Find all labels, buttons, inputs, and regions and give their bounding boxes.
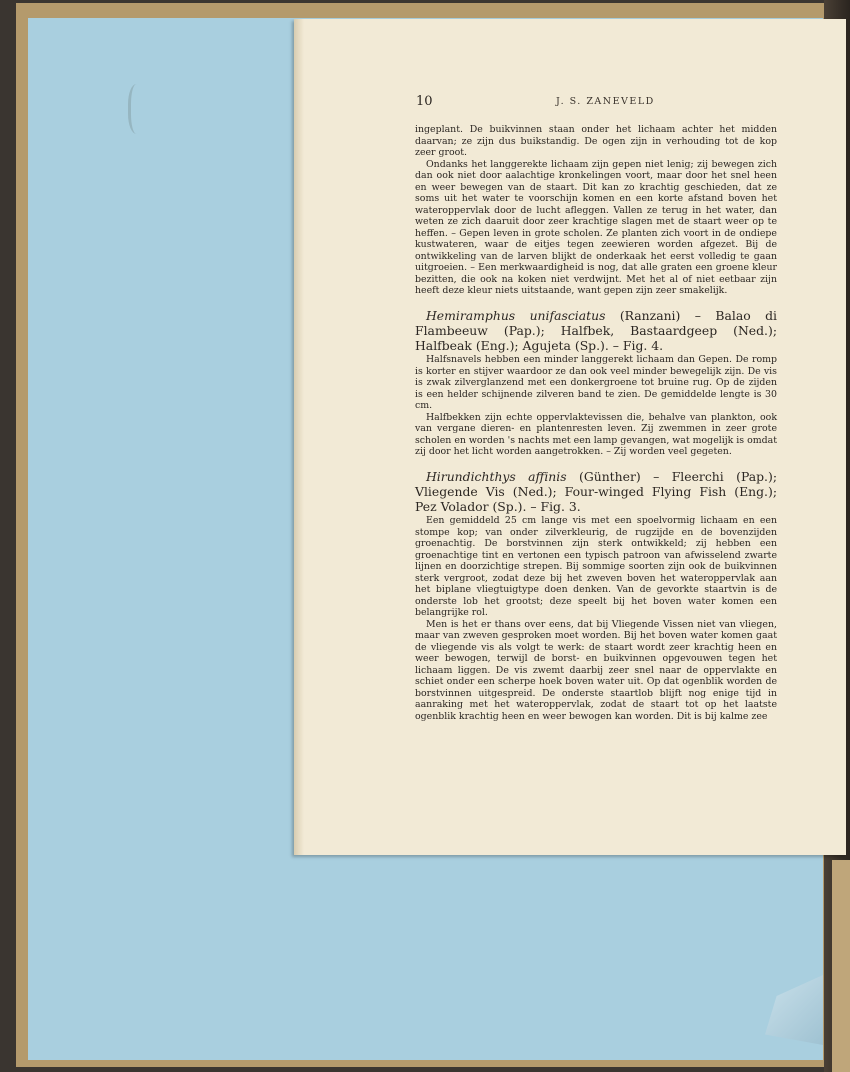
page-header xyxy=(416,94,774,114)
paragraph: ingeplant. De buikvinnen staan onder het lichaam achter het midden daarvan; ze zijn dus buikstandig. De ogen zijn in verhouding tot de kop zeer groot. xyxy=(415,124,777,158)
species-name: Hirundichthys affinis xyxy=(426,468,567,484)
species-heading xyxy=(415,469,777,515)
paragraph: Ondanks het langgerekte lichaam zijn gepen niet lenig; zij bewegen zich dan ook niet door aalachtige kronkelingen voort, maar door het snel heen en weer bewegen van de staart. Dit kan zo krachtig geschieden, dat ze soms uit het water te voorschijn komen en een korte afstand boven het wateroppervlak door de lucht afleggen. Vallen ze terug in het water, dan weten ze zich daaruit door zeer krachtige slagen met de staart weer op te heffen. – Gepen leven in grote scholen. Ze planten zich voort in de ondiepe kustwateren, waar de eitjes tegen zeewieren worden afgezet. Bij de ontwikkeling van de larven blijkt de onderkaak het eerst volledig te gaan uitgroeien. – Een merkwaardigheid is nog, dat alle graten een groene kleur bezitten, die ook na koken niet verdwijnt. Met het al of niet eetbaar zijn heeft deze kleur niets uitstaande, want gepen zijn zeer smakelijk. xyxy=(415,158,777,296)
article-body xyxy=(415,124,777,722)
next-page-edge xyxy=(832,860,850,1072)
species-common-names: (Günther) – Fleerchi (Pap.); Vliegende Vis (Ned.); Four-winged Flying Fish (Eng.); Pez Volador (Sp.). – Fig. 3. xyxy=(415,468,777,515)
page-number: 10 xyxy=(416,94,433,109)
species-heading xyxy=(415,308,777,354)
paragraph: Halfbekken zijn echte oppervlaktevissen die, behalve van plankton, ook van vergane dieren- en plantenresten leven. Zij zwemmen in zeer grote scholen en worden 's nachts met een lamp gevangen, wat mogelijk is omdat zij door het licht worden aangetrokken. – Zij worden veel gegeten. xyxy=(415,411,777,458)
running-head: J. S. ZANEVELD xyxy=(556,96,655,107)
paragraph: Men is het er thans over eens, dat bij Vliegende Vissen niet van vliegen, maar van zweven gesproken moet worden. Bij het boven water komen gaat de vliegende vis als volgt te werk: de staart wordt zeer krachtig heen en weer bewogen, terwijl de borst- en buikvinnen opgevouwen tegen het lichaam liggen. De vis zwemt daarbij zeer snel naar de oppervlakte en schiet onder een scherpe hoek boven water uit. Op dat ogenblik worden de borstvinnen uitgespreid. De onderste staartlob blijft nog enige tijd in aanraking met het wateroppervlak, zodat de staart tot op het laatste ogenblik krachtig heen en weer bewogen kan worden. Dit is bij kalme zee xyxy=(415,618,777,722)
species-common-names: (Ranzani) – Balao di Flambeeuw (Pap.); Halfbek, Bastaardgeep (Ned.); Halfbeak (Eng.); Agujeta (Sp.). – Fig. 4. xyxy=(415,307,777,353)
paragraph: Een gemiddeld 25 cm lange vis met een spoelvormig lichaam en een stompe kop; van onder zilverkleurig, de rugzijde en de bovenzijden groenachtig. De borstvinnen zijn sterk ontwikkeld; zij hebben een groenachtige tint en vertonen een typisch patroon van afwisselend zwarte lijnen en doorzichtige strepen. Bij sommige soorten zijn ook de buikvinnen sterk vergroot, zodat deze bij het zweven boven het wateroppervlak aan het biplane vliegtuigtype doen denken. Van de gevorkte staartvin is de onderste lob het grootst; deze speelt bij het boven water komen een belangrijke rol. xyxy=(415,515,777,619)
paragraph: Halfsnavels hebben een minder langgerekt lichaam dan Gepen. De romp is korter en stijver waardoor ze dan ook veel minder bewegelijk zijn. De vis is zwak zilverglanzend met een donkergroene tot bruine rug. Op de zijden is een helder schijnende zilveren band te zien. De gemiddelde lengte is 30 cm. xyxy=(415,354,777,412)
species-name: Hemiramphus unifasciatus xyxy=(426,307,606,323)
page-gutter-shadow xyxy=(294,19,304,855)
crease-mark xyxy=(128,84,149,134)
